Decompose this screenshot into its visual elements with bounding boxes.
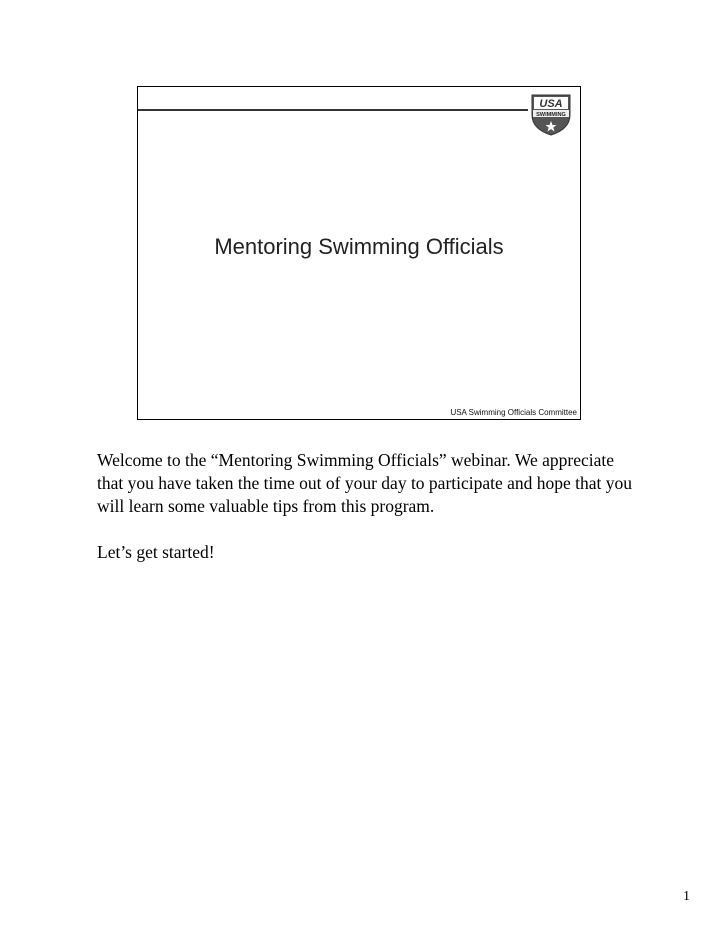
svg-text:USA: USA — [539, 98, 563, 110]
slide-title: Mentoring Swimming Officials — [214, 234, 504, 259]
notes-paragraph: Let’s get started! — [97, 542, 215, 562]
usa-swimming-logo-icon — [528, 91, 574, 137]
svg-text:SWIMMING: SWIMMING — [536, 112, 566, 118]
notes-paragraph: Welcome to the “Mentoring Swimming Officials” webinar. We appreciate that you have taken the time out of your day to participate and hope that you will learn some valuable tips from this program. — [97, 450, 633, 516]
page-number: 1 — [683, 889, 690, 904]
slide-footer: USA Swimming Officials Committee — [450, 408, 577, 417]
speaker-notes — [97, 449, 637, 564]
slide-thumbnail — [137, 86, 581, 420]
slide-header-rule — [138, 109, 528, 111]
